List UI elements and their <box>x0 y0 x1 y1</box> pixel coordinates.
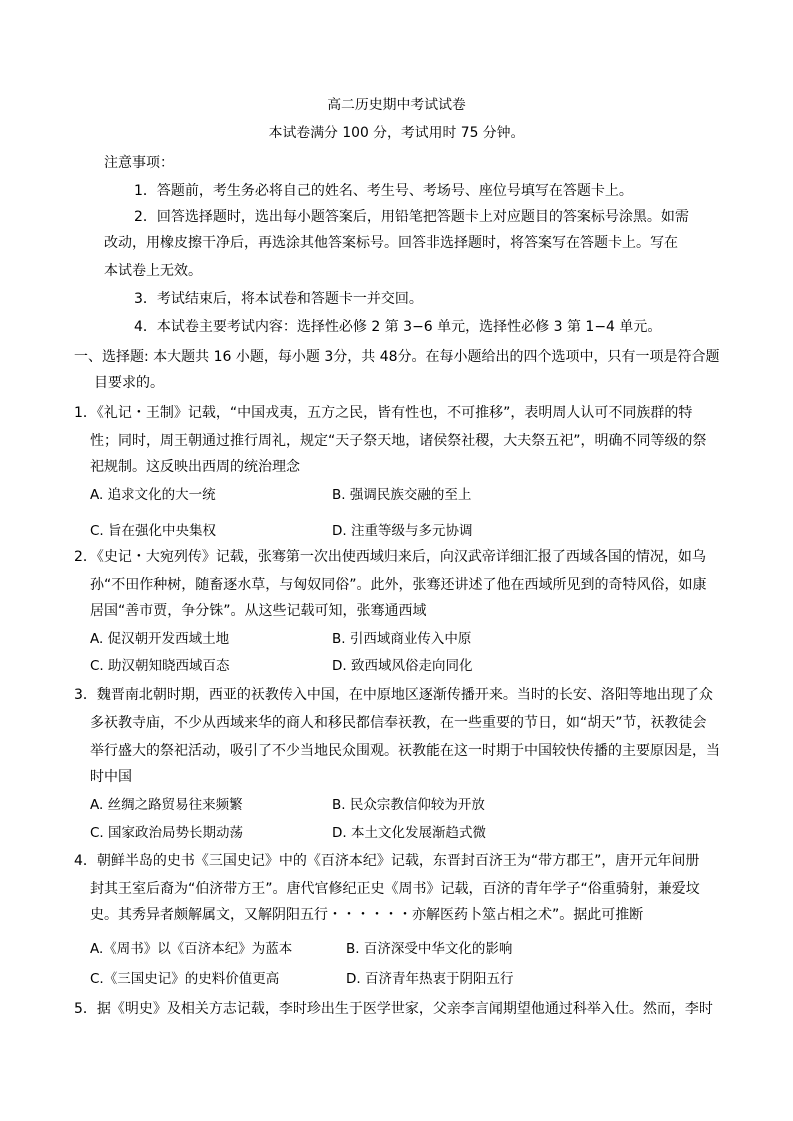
exam-title: 高二历史期中考试试卷 <box>327 97 466 113</box>
question-3-option-c: C. 国家政治局势长期动荡 <box>90 825 244 841</box>
question-3-stem: 3．魏晋南北朝时期，西亚的祆教传入中国，在中原地区逐渐传播开来。当时的长安、洛阳等地出现了众 <box>74 687 713 703</box>
question-1-stem-cont: 祀规制。这反映出西周的统治理念 <box>90 459 300 475</box>
question-3-option-a: A. 丝绸之路贸易往来频繁 <box>90 797 243 813</box>
question-4-option-a: A.《周书》以《百济本纪》为蓝本 <box>90 941 293 957</box>
question-2-stem: 2．《史记・大宛列传》记载，张骞第一次出使西域归来后，向汉武帝详细汇报了西域各国的情况，如乌 <box>74 549 706 565</box>
question-1-option-a: A. 追求文化的大一统 <box>90 487 216 503</box>
notice-item-4: 4．本试卷主要考试内容：选择性必修 2 第 3−6 单元，选择性必修 3 第 1−4 单元。 <box>134 319 662 335</box>
question-2-option-c: C. 助汉朝知晓西域百态 <box>90 658 230 674</box>
question-4-stem-cont: 史。其秀异者颇解属文，又解阴阳五行・・・・・・亦解医药卜筮占相之术”。据此可推断 <box>90 907 644 923</box>
question-3-stem-cont: 多祆教寺庙，不少从西域来华的商人和移民都信奉祆教，在一些重要的节日，如“胡天”节，祆教徒会 <box>90 715 707 731</box>
question-2-stem-cont: 居国“善市贾，争分铢”。从这些记载可知，张骞通西域 <box>90 603 427 619</box>
question-4-option-d: D. 百济青年热衷于阴阳五行 <box>346 971 514 987</box>
question-3-stem-cont: 举行盛大的祭祀活动，吸引了不少当地民众围观。祆教能在这一时期于中国较快传播的主要原因是，当 <box>90 743 720 759</box>
question-5-stem: 5．据《明史》及相关方志记载，李时珍出生于医学世家，父亲李言闻期望他通过科举入仕。然而，李时 <box>74 1001 713 1017</box>
question-1-option-c: C. 旨在强化中央集权 <box>90 523 217 539</box>
exam-subtitle: 本试卷满分 100 分，考试用时 75 分钟。 <box>268 125 525 141</box>
notice-item-2: 2．回答选择题时，选出每小题答案后，用铅笔把答题卡上对应题目的答案标号涂黑。如需 <box>134 209 689 225</box>
question-3-stem-cont: 时中国 <box>90 769 132 785</box>
question-4-stem: 4．朝鲜半岛的史书《三国史记》中的《百济本纪》记载，东晋封百济王为“带方郡王”，唐开元年间册 <box>74 853 700 869</box>
notice-item-2-cont: 改动，用橡皮擦干净后，再选涂其他答案标号。回答非选择题时，将答案写在答题卡上。写在 <box>104 235 678 251</box>
question-3-option-b: B. 民众宗教信仰较为开放 <box>332 797 485 813</box>
question-1-option-d: D. 注重等级与多元协调 <box>332 523 473 539</box>
question-2-stem-cont: 孙“不田作种树，随畜逐水草，与匈奴同俗”。此外，张骞还讲述了他在西域所见到的奇特风俗，如康 <box>90 577 707 593</box>
question-1-stem: 1．《礼记・王制》记载，“中国戎夷，五方之民，皆有性也，不可推移”，表明周人认可不同族群的特 <box>74 405 693 421</box>
section-heading-cont: 目要求的。 <box>94 375 164 391</box>
question-3-option-d: D. 本土文化发展渐趋式微 <box>332 825 486 841</box>
notice-item-3: 3．考试结束后，将本试卷和答题卡一并交回。 <box>134 291 423 307</box>
question-2-option-b: B. 引西域商业传入中原 <box>332 631 472 647</box>
question-4-option-b: B. 百济深受中华文化的影响 <box>346 941 513 957</box>
question-4-stem-cont: 封其王室后裔为“伯济带方王”。唐代官修纪正史《周书》记载，百济的青年学子“俗重骑射，兼爱坟 <box>90 881 700 897</box>
section-heading: 一、选择题: 本大题共 16 小题，每小题 3分，共 48分。在每小题给出的四个选项中，只有一项是符合题 <box>74 349 720 365</box>
notice-item-2-cont: 本试卷上无效。 <box>104 263 202 279</box>
question-2-option-a: A. 促汉朝开发西域土地 <box>90 631 230 647</box>
question-4-option-c: C.《三国史记》的史料价值更高 <box>90 971 280 987</box>
notice-heading: 注意事项： <box>104 155 174 171</box>
question-1-option-b: B. 强调民族交融的至上 <box>332 487 472 503</box>
question-1-stem-cont: 性；同时，周王朝通过推行周礼，规定“天子祭天地，诸侯祭社稷，大夫祭五祀”，明确不同等级的祭 <box>90 433 707 449</box>
question-2-option-d: D. 致西域风俗走向同化 <box>332 658 473 674</box>
notice-item-1: 1．答题前，考生务必将自己的姓名、考生号、考场号、座位号填写在答题卡上。 <box>134 183 633 199</box>
